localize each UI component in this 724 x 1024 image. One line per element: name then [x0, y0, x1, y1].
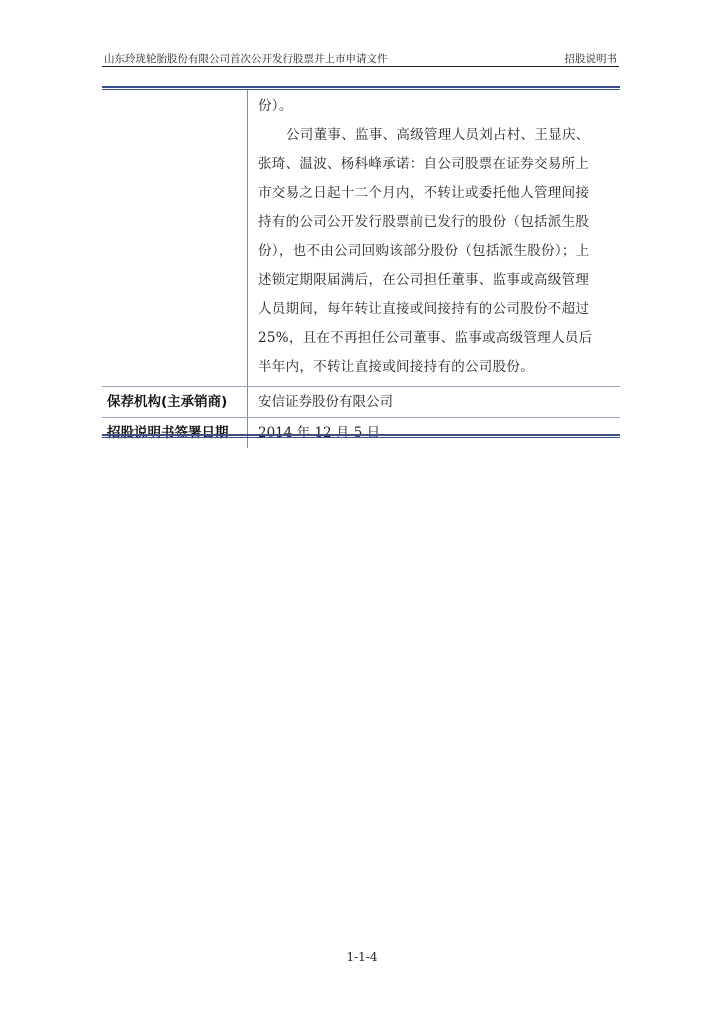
page-header — [102, 50, 619, 67]
text-line: 人员期间，每年转让直接或间接持有的公司股份不超过 — [258, 301, 590, 317]
table-row — [102, 90, 620, 387]
empty-label-cell — [102, 90, 248, 386]
text-line: 份），也不由公司回购该部分股份（包括派生股份）；上 — [258, 243, 590, 259]
signing-date-label: 招股说明书签署日期 — [102, 418, 248, 448]
document-type: 招股说明书 — [564, 53, 617, 65]
sponsor-value: 安信证券股份有限公司 — [258, 394, 393, 410]
document-title: 山东玲珑轮胎股份有限公司首次公开发行股票并上市申请文件 — [104, 53, 388, 65]
text-line: 张琦、温波、杨科峰承诺：自公司股票在证券交易所上 — [258, 156, 590, 172]
table-bottom-border — [102, 434, 620, 438]
text-line: 市交易之日起十二个月内，不转让或委托他人管理间接 — [258, 185, 590, 201]
text-line: 述锁定期限届满后，在公司担任董事、监事或高级管理 — [258, 272, 590, 288]
table-row — [102, 418, 620, 448]
page-number: 1-1-4 — [346, 950, 378, 964]
signing-date-value: 2014 年 12 月 5 日 — [258, 425, 381, 441]
table-row — [102, 387, 620, 418]
text-line: 公司董事、监事、高级管理人员刘占村、王显庆、 — [286, 127, 590, 143]
text-line: 25%，且在不再担任公司董事、监事或高级管理人员后 — [258, 330, 593, 346]
sponsor-label: 保荐机构(主承销商) — [102, 387, 248, 417]
text-line: 份）。 — [258, 98, 293, 114]
info-table — [102, 90, 620, 448]
commitment-text-cell — [248, 90, 620, 386]
text-line: 持有的公司公开发行股票前已发行的股份（包括派生股 — [258, 214, 590, 230]
text-line: 半年内，不转让直接或间接持有的公司股份。 — [258, 359, 534, 375]
